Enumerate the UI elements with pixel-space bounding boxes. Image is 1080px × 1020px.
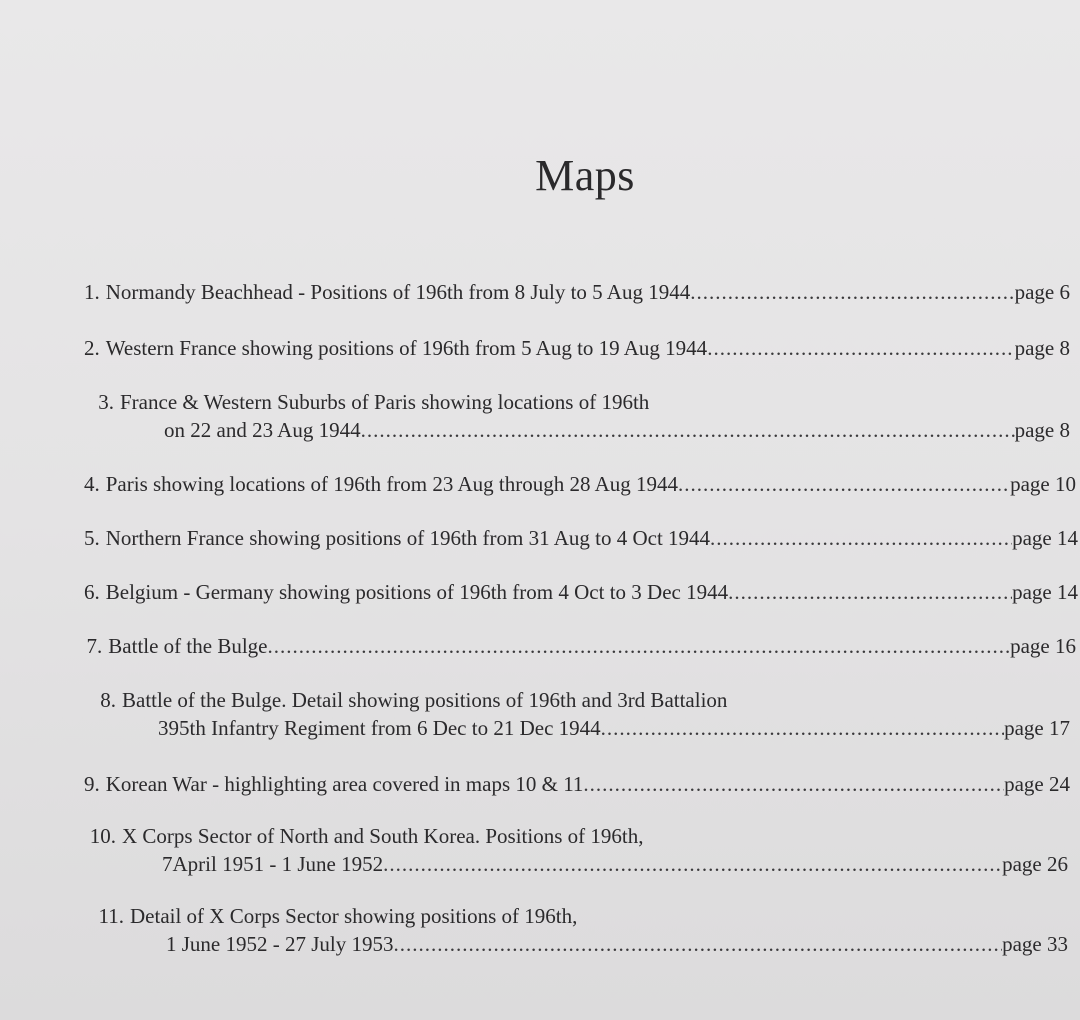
entry-number: 5. bbox=[84, 526, 100, 550]
entry-number: 9. bbox=[84, 772, 100, 796]
list-item bbox=[84, 632, 1076, 660]
entry-page: page 33 bbox=[1002, 932, 1068, 956]
entry-page: page 26 bbox=[1002, 852, 1068, 876]
entry-title: Korean War - highlighting area covered in maps 10 & 11 bbox=[105, 772, 584, 796]
entry-page: page 17 bbox=[1004, 716, 1070, 740]
entry-line bbox=[84, 388, 1070, 416]
entry-page: page 6 bbox=[1014, 280, 1070, 304]
dot-leader bbox=[601, 714, 1004, 742]
entry-number: 1. bbox=[84, 280, 100, 304]
entry-page: page 14 bbox=[1012, 526, 1078, 550]
entry-title: Battle of the Bulge. Detail showing positions of 196th and 3rd Battalion bbox=[122, 688, 728, 712]
list-item bbox=[84, 902, 1068, 958]
dot-leader bbox=[383, 850, 1002, 878]
entry-continuation-line bbox=[84, 850, 1068, 878]
entry-number: 11. bbox=[98, 904, 124, 928]
entry-line bbox=[84, 902, 1068, 930]
entry-page: page 8 bbox=[1014, 336, 1070, 360]
entry-continuation: 7April 1951 - 1 June 1952 bbox=[162, 852, 384, 876]
entry-continuation: 395th Infantry Regiment from 6 Dec to 21 Dec 1944 bbox=[158, 716, 601, 740]
dot-leader bbox=[583, 770, 1004, 798]
entry-number: 3. bbox=[98, 390, 114, 414]
list-item bbox=[84, 822, 1068, 878]
entry-line bbox=[84, 278, 1070, 306]
dot-leader bbox=[678, 470, 1010, 498]
entry-continuation-line bbox=[84, 714, 1070, 742]
entry-page: page 10 bbox=[1010, 472, 1076, 496]
entry-line bbox=[84, 686, 1070, 714]
dot-leader bbox=[707, 334, 1014, 362]
entry-line bbox=[84, 524, 1078, 552]
dot-leader bbox=[710, 524, 1012, 552]
entry-line bbox=[84, 470, 1076, 498]
list-item bbox=[84, 524, 1078, 552]
entry-line bbox=[84, 632, 1076, 660]
entry-number: 10. bbox=[89, 824, 116, 848]
entry-continuation-line bbox=[84, 416, 1070, 444]
entry-title: X Corps Sector of North and South Korea. Positions of 196th, bbox=[122, 824, 644, 848]
list-item bbox=[84, 278, 1070, 306]
list-item bbox=[84, 388, 1070, 444]
list-item bbox=[84, 578, 1078, 606]
dot-leader bbox=[268, 632, 1011, 660]
entry-continuation-line bbox=[84, 930, 1068, 958]
entry-page: page 16 bbox=[1010, 634, 1076, 658]
entry-line bbox=[84, 334, 1070, 362]
entry-number: 7. bbox=[86, 634, 103, 658]
dot-leader bbox=[361, 416, 1015, 444]
entry-number: 2. bbox=[84, 336, 100, 360]
entry-title: Northern France showing positions of 196th from 31 Aug to 4 Oct 1944 bbox=[105, 526, 711, 550]
entry-number: 6. bbox=[84, 580, 100, 604]
entry-continuation: on 22 and 23 Aug 1944 bbox=[164, 418, 361, 442]
list-item bbox=[84, 686, 1070, 742]
entry-title: Normandy Beachhead - Positions of 196th from 8 July to 5 Aug 1944 bbox=[105, 280, 691, 304]
list-item bbox=[84, 770, 1070, 798]
list-item bbox=[84, 334, 1070, 362]
list-item bbox=[84, 470, 1076, 498]
entry-line bbox=[84, 578, 1078, 606]
dot-leader bbox=[394, 930, 1003, 958]
entry-title: Battle of the Bulge bbox=[108, 634, 268, 658]
entry-continuation: 1 June 1952 - 27 July 1953 bbox=[166, 932, 394, 956]
entry-title: Detail of X Corps Sector showing positions of 196th, bbox=[130, 904, 578, 928]
entry-line bbox=[84, 822, 1068, 850]
entry-page: page 8 bbox=[1014, 418, 1070, 442]
entry-title: Paris showing locations of 196th from 23 Aug through 28 Aug 1944 bbox=[105, 472, 678, 496]
entry-number: 4. bbox=[84, 472, 100, 496]
entry-title: Western France showing positions of 196th from 5 Aug to 19 Aug 1944 bbox=[105, 336, 708, 360]
dot-leader bbox=[690, 278, 1014, 306]
entry-line bbox=[84, 770, 1070, 798]
entry-number: 8. bbox=[100, 688, 116, 712]
entry-title: France & Western Suburbs of Paris showing locations of 196th bbox=[120, 390, 650, 414]
entry-title: Belgium - Germany showing positions of 196th from 4 Oct to 3 Dec 1944 bbox=[105, 580, 729, 604]
entry-page: page 24 bbox=[1004, 772, 1070, 796]
entry-page: page 14 bbox=[1012, 580, 1078, 604]
page-title: Maps bbox=[535, 151, 635, 200]
dot-leader bbox=[728, 578, 1012, 606]
